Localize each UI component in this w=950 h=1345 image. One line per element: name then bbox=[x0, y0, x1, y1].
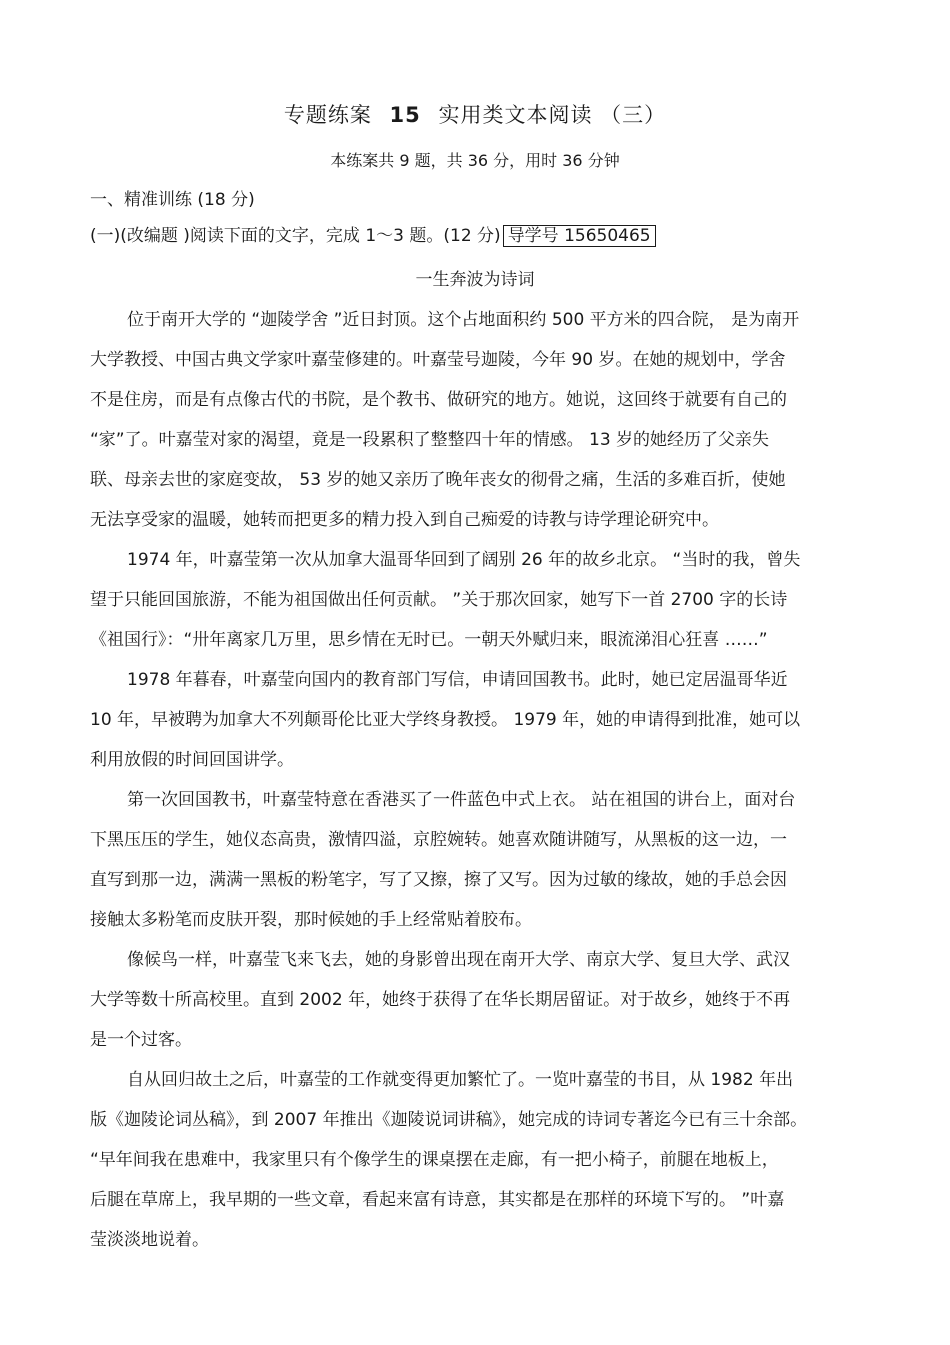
article-line: 像候鸟一样，叶嘉莹飞来飞去，她的身影曾出现在南开大学、南京大学、复旦大学、武汉 bbox=[127, 950, 790, 970]
article-line: 后腿在草席上，我早期的一些文章，看起来富有诗意，其实都是在那样的环境下写的。 ”叶嘉 bbox=[90, 1190, 785, 1210]
article-line: 大学教授、中国古典文学家叶嘉莹修建的。叶嘉莹号迦陵，今年 90 岁。在她的规划中，学舍 bbox=[90, 350, 786, 370]
article-line: 10 年，早被聘为加拿大不列颠哥伦比亚大学终身教授。 1979 年，她的申请得到批准，她可以 bbox=[90, 710, 801, 730]
article-line: 莹淡淡地说着。 bbox=[90, 1230, 209, 1250]
article-line: 联、母亲去世的家庭变故， 53 岁的她又亲历了晚年丧女的彻骨之痛，生活的多难百折，使她 bbox=[90, 470, 786, 490]
article-line: 《祖国行》：“卅年离家几万里，思乡情在无时已。一朝天外赋归来，眼流涕泪心狂喜 ……” bbox=[90, 630, 768, 650]
article-line: “早年间我在患难中，我家里只有个像学生的课桌摆在走廊，有一把小椅子，前腿在地板上， bbox=[90, 1150, 779, 1170]
article-line: 大学等数十所高校里。直到 2002 年，她终于获得了在华长期居留证。对于故乡，她终于不再 bbox=[90, 990, 791, 1010]
article-line: 位于南开大学的 “迦陵学舍 ”近日封顶。这个占地面积约 500 平方米的四合院， 是为南开 bbox=[127, 310, 800, 330]
article-line: 接触太多粉笔而皮肤开裂，那时候她的手上经常贴着胶布。 bbox=[90, 910, 532, 930]
article-line: 版《迦陵论词丛稿》，到 2007 年推出《迦陵说词讲稿》，她完成的诗词专著迄今已有三十余部。 bbox=[90, 1110, 808, 1130]
title-prefix: 专题练案 bbox=[283, 103, 372, 127]
article-line: 望于只能回国旅游，不能为祖国做出任何贡献。 ”关于那次回家，她写下一首 2700 字的长诗 bbox=[90, 590, 788, 610]
page-title bbox=[0, 100, 950, 130]
section-heading: 一、精准训练 (18 分) bbox=[90, 190, 255, 210]
article-line: 自从回归故土之后，叶嘉莹的工作就变得更加繁忙了。一览叶嘉莹的书目，从 1982 年出 bbox=[127, 1070, 794, 1090]
guide-number-box: 导学号 15650465 bbox=[503, 225, 656, 247]
article-line: 直写到那一边，满满一黑板的粉笔字，写了又擦，擦了又写。因为过敏的缘故，她的手总会因 bbox=[90, 870, 787, 890]
article-line: 无法享受家的温暖，她转而把更多的精力投入到自己痴爱的诗教与诗学理论研究中。 bbox=[90, 510, 719, 530]
article-line: 1978 年暮春，叶嘉莹向国内的教育部门写信，申请回国教书。此时，她已定居温哥华近 bbox=[127, 670, 788, 690]
article-line: 是一个过客。 bbox=[90, 1030, 192, 1050]
exercise-info: 本练案共 9 题，共 36 分，用时 36 分钟 bbox=[330, 151, 620, 170]
question-intro-line bbox=[90, 224, 870, 248]
article-title: 一生奔波为诗词 bbox=[415, 270, 535, 290]
title-suffix: 实用类文本阅读 （三） bbox=[438, 103, 667, 127]
article-line: 利用放假的时间回国讲学。 bbox=[90, 750, 294, 770]
article-line: 不是住房，而是有点像古代的书院，是个教书、做研究的地方。她说，这回终于就要有自己的 bbox=[90, 390, 787, 410]
article-line: 下黑压压的学生，她仪态高贵，激情四溢，京腔婉转。她喜欢随讲随写，从黑板的这一边，一 bbox=[90, 830, 787, 850]
article-line: 1974 年，叶嘉莹第一次从加拿大温哥华回到了阔别 26 年的故乡北京。 “当时的我，曾失 bbox=[127, 550, 801, 570]
article-line: “家”了。叶嘉莹对家的渴望，竟是一段累积了整整四十年的情感。 13 岁的她经历了父亲失 bbox=[90, 430, 770, 450]
question-intro: (一)(改编题 )阅读下面的文字，完成 1～3 题。(12 分) bbox=[90, 226, 501, 246]
title-number: 15 bbox=[389, 103, 421, 127]
article-line: 第一次回国教书，叶嘉莹特意在香港买了一件蓝色中式上衣。 站在祖国的讲台上，面对台 bbox=[127, 790, 796, 810]
